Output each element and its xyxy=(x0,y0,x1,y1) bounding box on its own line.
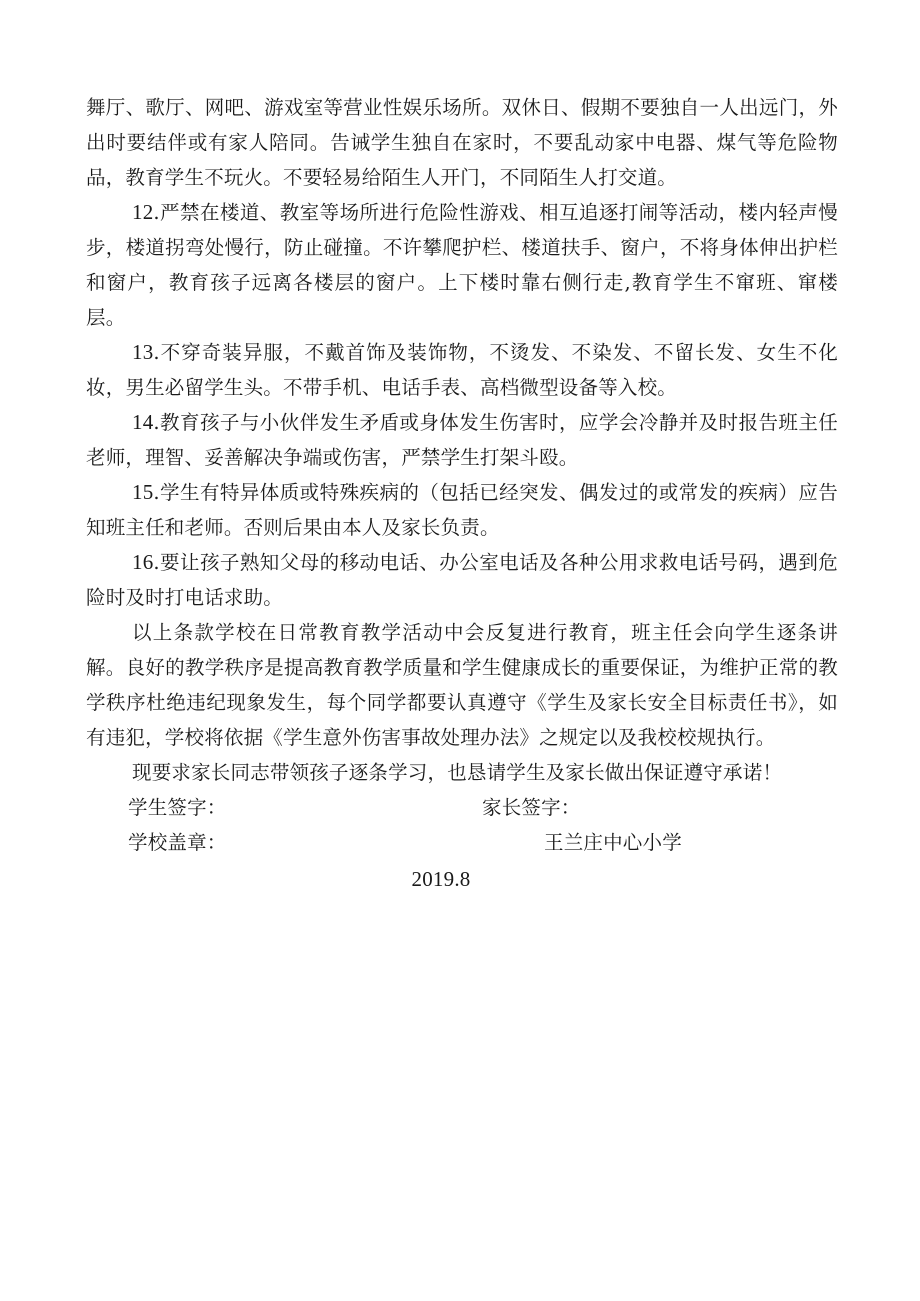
item-number: 13 xyxy=(132,340,154,364)
school-seal-label: 学校盖章： xyxy=(128,831,227,854)
item-number: 16 xyxy=(132,550,154,574)
document-date: 2019.8 xyxy=(411,867,471,891)
signature-row xyxy=(86,790,838,825)
list-item xyxy=(86,475,838,545)
parent-signature-label: 家长签字： xyxy=(482,796,581,819)
list-item xyxy=(86,545,838,615)
paragraph-intro: 舞厅、歌厅、网吧、游戏室等营业性娱乐场所。双休日、假期不要独自一人出远门，外出时要结伴或有家人陪同。告诫学生独自在家时，不要乱动家中电器、煤气等危险物品，教育学生不玩火。不要轻易给陌生人开门，不同陌生人打交道。 xyxy=(86,96,838,189)
school-name: 王兰庄中心小学 xyxy=(544,831,682,854)
item-text: .学生有特异体质或特殊疾病的（包括已经突发、偶发过的或常发的疾病）应告知班主任和老师。否则后果由本人及家长负责。 xyxy=(86,481,838,539)
item-number: 12 xyxy=(132,200,154,224)
paragraph-summary: 以上条款学校在日常教育教学活动中会反复进行教育，班主任会向学生逐条讲解。良好的教学秩序是提高教育教学质量和学生健康成长的重要保证，为维护正常的教学秩序杜绝违纪现象发生，每个同学都要认真遵守《学生及家长安全目标责任书》，如有违犯，学校将依据《学生意外伤害事故处理办法》之规定以及我校校规执行。 xyxy=(86,621,838,749)
item-number: 14 xyxy=(132,410,154,434)
list-item xyxy=(86,195,838,335)
item-text: .不穿奇装异服，不戴首饰及装饰物，不烫发、不染发、不留长发、女生不化妆，男生必留学生头。不带手机、电话手表、高档微型设备等入校。 xyxy=(86,341,838,399)
item-text: .教育孩子与小伙伴发生矛盾或身体发生伤害时，应学会冷静并及时报告班主任老师，理智、妥善解决争端或伤害，严禁学生打架斗殴。 xyxy=(86,411,838,469)
document-page xyxy=(86,90,838,897)
item-text: .要让孩子熟知父母的移动电话、办公室电话及各种公用求救电话号码，遇到危险时及时打电话求助。 xyxy=(86,551,838,609)
paragraph-request: 现要求家长同志带领孩子逐条学习，也恳请学生及家长做出保证遵守承诺！ xyxy=(132,761,783,784)
item-number: 15 xyxy=(132,480,154,504)
item-text: .严禁在楼道、教室等场所进行危险性游戏、相互追逐打闹等活动，楼内轻声慢步，楼道拐弯处慢行，防止碰撞。不许攀爬护栏、楼道扶手、窗户，不将身体伸出护栏和窗户，教育孩子远离各楼层的窗户。上下楼时靠右侧行走,教育学生不窜班、窜楼层。 xyxy=(86,201,838,329)
list-item xyxy=(86,405,838,475)
list-item xyxy=(86,335,838,405)
seal-row xyxy=(86,825,838,860)
student-signature-label: 学生签字： xyxy=(128,796,227,819)
